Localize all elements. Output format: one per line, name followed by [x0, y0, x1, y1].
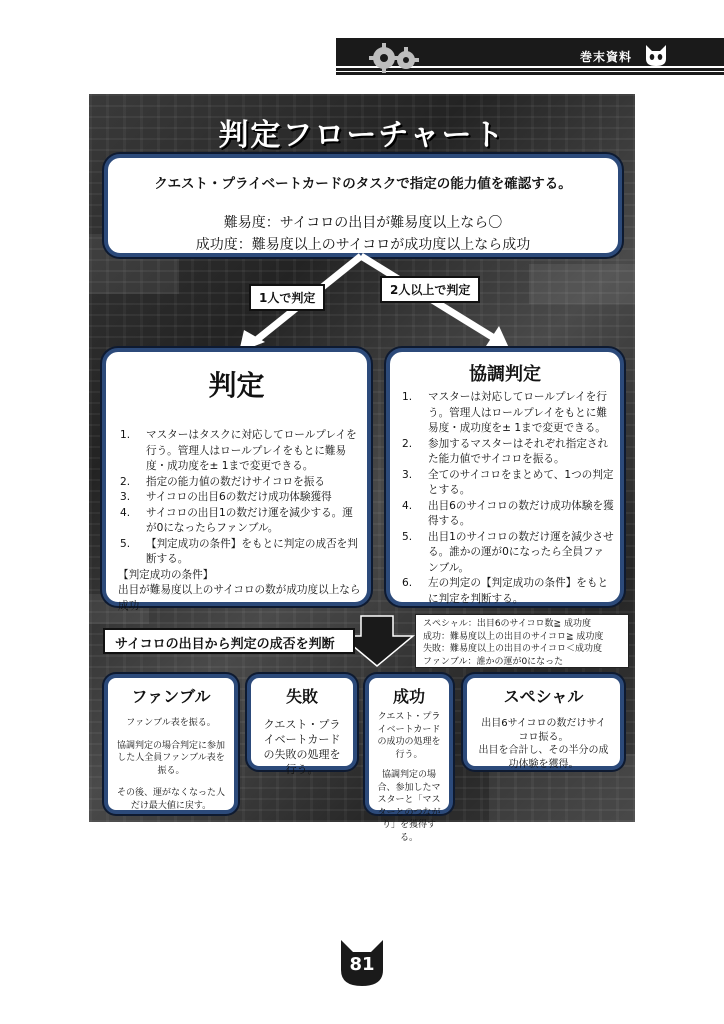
success-condition-heading: 【判定成功の条件】 [118, 568, 214, 581]
result-special-box [463, 674, 624, 770]
list-item: 3. 全てのサイコロをまとめて、1つの判定とする。 [402, 468, 614, 496]
result-legend [415, 614, 629, 668]
page-number: 81 [349, 954, 375, 975]
cooperative-check-box [386, 348, 624, 606]
flowchart-panel [89, 94, 635, 843]
result-special-text-2: 出目を合計し、その半分の成功体験を獲得。 [478, 745, 609, 770]
difficulty-rule: 難易度：サイコロの出目が難易度以上なら〇 [223, 215, 503, 231]
result-success-text-1: クエスト・プライベートカードの成功の処理を行う。 [377, 712, 441, 760]
legend-success: 成功：難易度以上の出目のサイコロ≧ 成功度 [423, 631, 604, 642]
result-fumble-text-2: 協調判定の場合判定に参加した人全員ファンブル表を振る。 [116, 740, 225, 776]
list-item: 4. サイコロの出目1の数だけ運を減少する。運が0になったらファンブル。 [120, 506, 353, 534]
legend-special: スペシャル：出目6のサイコロ数≧ 成功度 [423, 619, 591, 629]
list-item: 1. マスターはタスクに対応してロールプレイを行う。管理人はロールプレイをもとに難易度・成功度を± 1まで変更できる。 [120, 429, 357, 472]
branch-arrows [89, 254, 635, 354]
result-success-heading: 成功 [392, 687, 425, 706]
success-level-rule: 成功度：難易度以上のサイコロが成功度以上なら成功 [195, 237, 531, 253]
section-title: 巻末資料 [579, 50, 632, 64]
single-check-box [102, 348, 371, 612]
single-check-steps [120, 428, 359, 568]
list-item: 3. サイコロの出目6の数だけ成功体験獲得 [120, 491, 332, 503]
result-fumble-text-3: その後、運がなくなった人だけ最大値に戻す。 [116, 788, 225, 811]
legend-fumble: ファンブル：誰かの運が0になった [423, 656, 564, 667]
result-special-text-1: 出目6サイコロの数だけサイコロ振る。 [481, 718, 606, 743]
result-special-heading: スペシャル [503, 687, 584, 706]
success-condition-text: 出目が難易度以上のサイコロの数が成功度以上なら成功 [118, 584, 361, 612]
ability-check-box [104, 154, 622, 257]
list-item: 2. 参加するマスターはそれぞれ指定された能力値でサイコロを振る。 [402, 437, 609, 465]
result-fumble-text-1: ファンブル表を振る。 [126, 718, 216, 728]
list-item: 5. 出目1のサイコロの数だけ運を減少させる。誰かの運が0になったら全員ファンブル。 [402, 530, 614, 574]
flowchart-title: 判定フローチャート [218, 118, 506, 153]
list-item: 2. 指定の能力値の数だけサイコロを振る [120, 475, 325, 488]
route-label-single: 1人で判定 [249, 284, 325, 311]
result-success-box [365, 674, 453, 843]
result-fumble-heading: ファンブル [131, 687, 211, 706]
cat-face-icon [644, 43, 668, 67]
result-fail-box [247, 674, 357, 776]
legend-fail: 失敗：難易度以上の出目のサイコロ＜成功度 [423, 644, 603, 654]
list-item: 5. 【判定成功の条件】をもとに判定の成否を判断する。 [120, 537, 358, 565]
route-label-multi: 2人以上で判定 [380, 276, 480, 303]
page-number-badge [337, 938, 387, 988]
cooperative-check-steps [402, 390, 614, 607]
list-item: 6. 左の判定の【判定成功の条件】をもとに判定を判断する。 [402, 577, 609, 605]
list-item: 1. マスターは対応してロールプレイを行う。管理人はロールプレイをもとに難易度・成功度を± 1まで変更できる。 [402, 391, 607, 434]
result-fail-text: クエスト・プライベートカードの失敗の処理を行う。 [263, 718, 341, 776]
cooperative-check-heading: 協調判定 [469, 364, 541, 385]
result-fail-heading: 失敗 [285, 687, 318, 706]
single-check-heading: 判定 [208, 369, 265, 402]
check-instruction: クエスト・プライベートカードのタスクで指定の能力値を確認する。 [154, 176, 572, 192]
result-success-text-2: 協調判定の場合、参加したマスターと「マスターとのつながり」を獲得する。 [377, 770, 441, 843]
section-header-band [336, 38, 724, 75]
list-item: 4. 出目6のサイコロの数だけ成功体験を獲得する。 [402, 499, 614, 527]
gear-icon [362, 40, 432, 74]
result-fumble-box [104, 674, 238, 814]
judge-result-banner: サイコロの出目から判定の成否を判断 [103, 628, 355, 654]
